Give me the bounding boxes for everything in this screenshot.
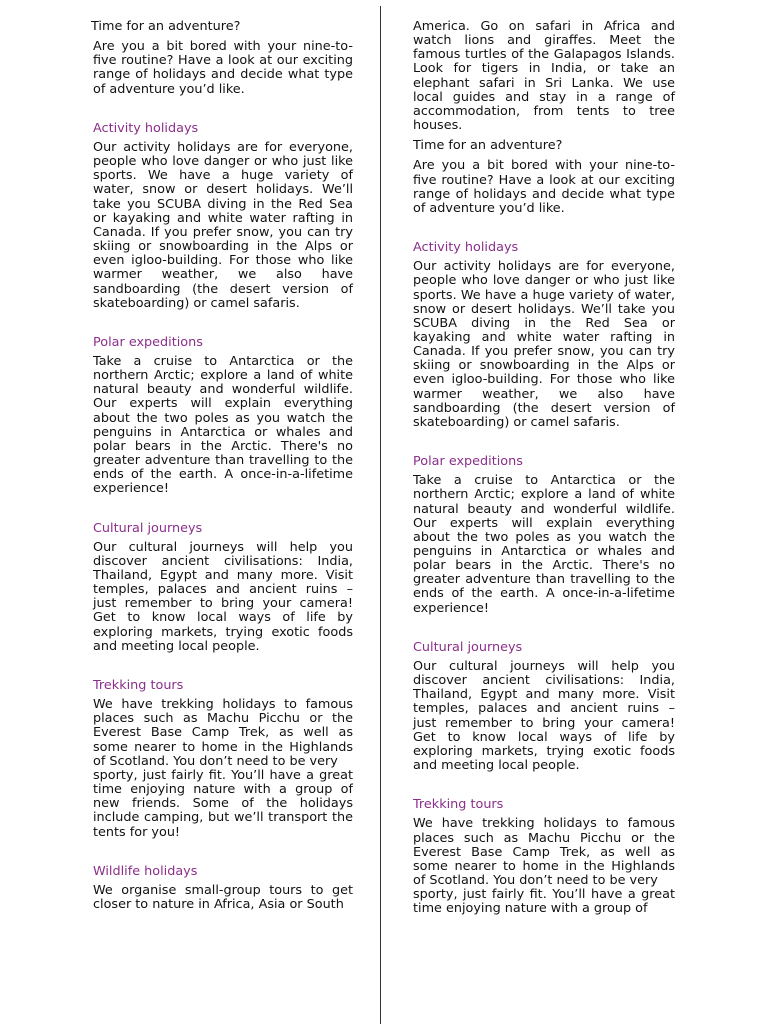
left-cultural-text: Our cultural journeys will help you discover ancient civilisations: India, Thailand, Egypt and many more. Visit temples, palaces and ancient ruins – just remember to bring your camera! Get to know local ways of life by exploring markets, trying exotic foods and meeting local people.	[93, 539, 353, 654]
left-title: Time for an adventure?	[91, 19, 241, 34]
right-cultural-text: Our cultural journeys will help you discover ancient civilisations: India, Thailand, Egypt and many more. Visit temples, palaces and ancient ruins – just remember to bring your camera! Get to know local ways of life by exploring markets, trying exotic foods and meeting local people.	[413, 658, 675, 774]
right-trekking-heading: Trekking tours	[413, 797, 504, 813]
column-divider	[380, 6, 381, 1024]
right-trekking-text-2: sporty, just fairly fit. You’ll have a great time enjoying nature with a group of	[413, 887, 675, 917]
right-title: Time for an adventure?	[413, 138, 563, 154]
left-wildlife-heading: Wildlife holidays	[93, 863, 198, 879]
right-activity-heading: Activity holidays	[413, 240, 519, 256]
right-intro: Are you a bit bored with your nine-to-five routine? Have a look at our exciting range of holidays and decide what type of adventure you’d like.	[413, 158, 675, 216]
right-activity-text: Our activity holidays are for everyone, people who love danger or who just like sports. We have a huge variety of water, snow or desert holidays. We’ll take you SCUBA diving in the Red Sea or kayaking and white water rafting in Canada. If you prefer snow, you can try skiing or snowboarding in the Alps or even igloo-building. For those who like warmer weather, we also have sandboarding (the desert version of skateboarding) or camel safaris.	[413, 259, 675, 430]
right-polar-text: Take a cruise to Antarctica or the northern Arctic; explore a land of white natural beauty and wonderful wildlife. Our experts will explain everything about the two poles as you watch the penguins in Antarctica or whales and polar bears in the Arctic. There's no greater adventure than travelling to the ends of the earth. A once-in-a-lifetime experience!	[413, 473, 675, 616]
left-activity-text: Our activity holidays are for everyone, people who love danger or who just like sports. We have a huge variety of water, snow or desert holidays. We’ll take you SCUBA diving in the Red Sea or kayaking and white water rafting in Canada. If you prefer snow, you can try skiing or snowboarding in the Alps or even igloo-building. For those who like warmer weather, we also have sandboarding (the desert version of skateboarding) or camel safaris.	[93, 139, 353, 311]
right-polar-heading: Polar expeditions	[413, 454, 523, 470]
left-polar-text: Take a cruise to Antarctica or the northern Arctic; explore a land of white natural beauty and wonderful wildlife. Our experts will explain everything about the two poles as you watch the penguins in Antarctica or whales and polar bears in the Arctic. There's no greater adventure than travelling to the ends of the earth. A once-in-a-lifetime experience!	[93, 353, 353, 497]
left-polar-heading: Polar expeditions	[93, 334, 203, 350]
left-cultural-heading: Cultural journeys	[93, 520, 203, 536]
left-trekking-text-1: We have trekking holidays to famous places such as Machu Picchu or the Everest Base Camp Trek, as well as some nearer to home in the Highlands of Scotland. You don’t need to be very	[93, 697, 353, 769]
left-trekking-text-2: sporty, just fairly fit. You’ll have a great time enjoying nature with a group of new friends. Some of the holidays include camping, but we’ll transport the tents for you!	[93, 767, 353, 840]
left-activity-heading: Activity holidays	[93, 120, 199, 136]
left-intro: Are you a bit bored with your nine-to-five routine? Have a look at our exciting range of holidays and decide what type of adventure you’d like.	[93, 39, 353, 97]
right-trekking-text-1: We have trekking holidays to famous places such as Machu Picchu or the Everest Base Camp Trek, as well as some nearer to home in the Highlands of Scotland. You don’t need to be very	[413, 816, 675, 888]
right-column	[413, 20, 675, 916]
left-trekking-heading: Trekking tours	[93, 677, 184, 693]
right-wildlife-continued: America. Go on safari in Africa and watch lions and giraffes. Meet the famous turtles of the Galapagos Islands. Look for tigers in India, or take an elephant safari in Sri Lanka. We use local guides and stay in a range of accommodation, from tents to tree houses.	[413, 19, 675, 134]
right-cultural-heading: Cultural journeys	[413, 639, 523, 655]
left-column	[93, 20, 353, 912]
left-wildlife-text: We organise small-group tours to get closer to nature in Africa, Asia or South	[93, 882, 353, 912]
